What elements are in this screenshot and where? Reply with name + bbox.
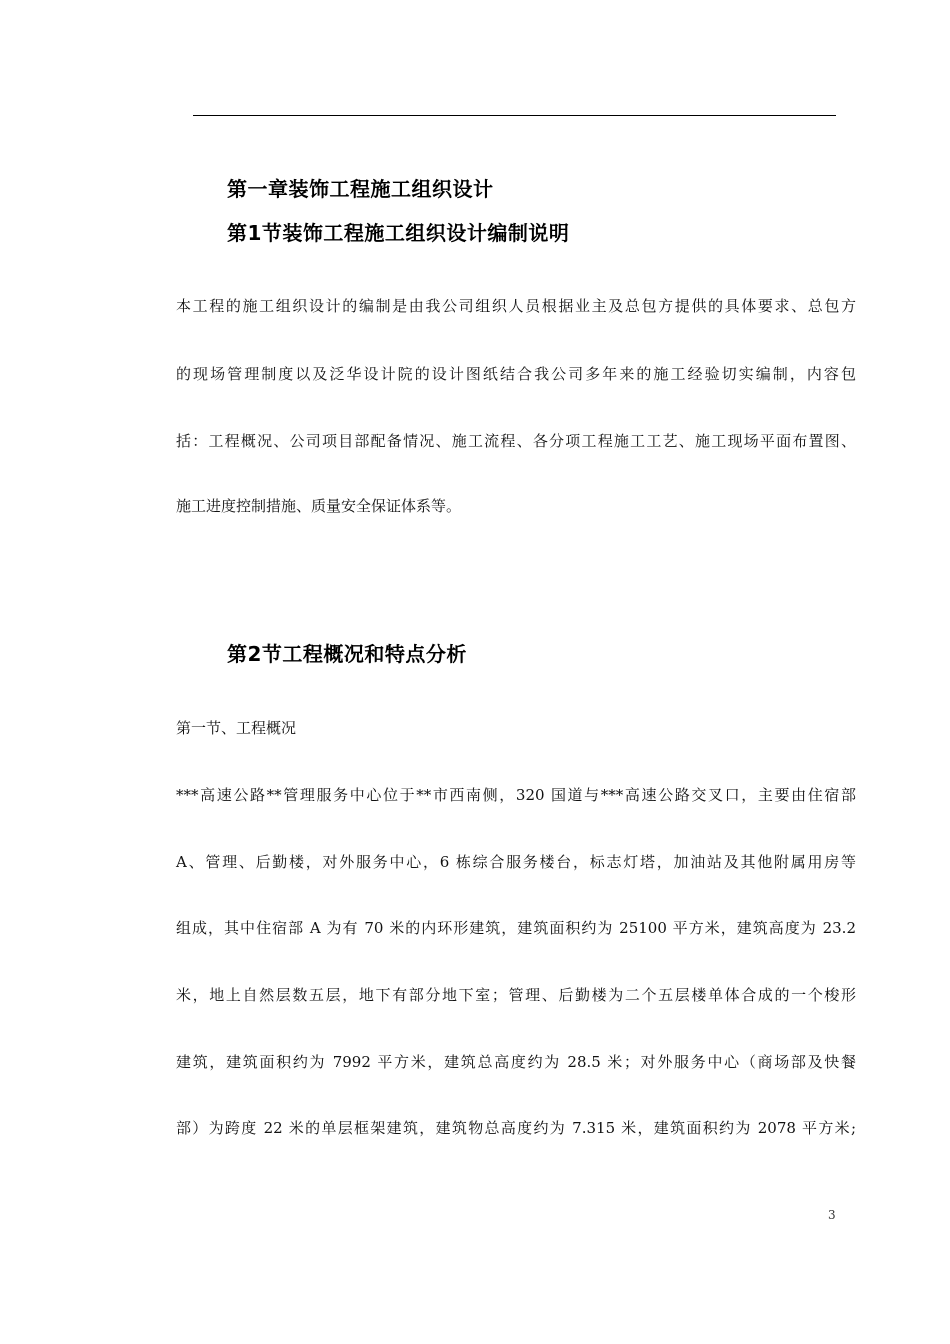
- section-2-paragraph-line: 米，地上自然层数五层，地下有部分地下室；管理、后勤楼为二个五层楼单体合成的一个梭形: [176, 986, 856, 1004]
- section-1-paragraph-line: 施工进度控制措施、质量安全保证体系等。: [176, 497, 462, 515]
- chapter-title: 第一章装饰工程施工组织设计: [227, 177, 494, 201]
- section-1-paragraph-line: 本工程的施工组织设计的编制是由我公司组织人员根据业主及总包方提供的具体要求、总包方: [176, 297, 856, 315]
- section-2-paragraph-line: 组成，其中住宿部 A 为有 70 米的内环形建筑，建筑面积约为 25100 平方米，建筑高度为 23.2: [176, 919, 856, 937]
- section-2-paragraph-line: 部）为跨度 22 米的单层框架建筑，建筑物总高度约为 7.315 米，建筑面积约为 2078 平方米;: [176, 1119, 856, 1137]
- page-number: 3: [828, 1208, 836, 1222]
- header-rule: [193, 115, 836, 116]
- section-2-subheading: 第一节、工程概况: [176, 719, 297, 737]
- section-1-paragraph-line: 括：工程概况、公司项目部配备情况、施工流程、各分项工程施工工艺、施工现场平面布置图、: [176, 432, 856, 450]
- section-2-paragraph-line: A、管理、后勤楼，对外服务中心，6 栋综合服务楼台，标志灯塔，加油站及其他附属用房等: [176, 853, 856, 871]
- section-2-paragraph-line: ***高速公路**管理服务中心位于**市西南侧，320 国道与***高速公路交叉口，主要由住宿部: [176, 786, 856, 804]
- section-2-paragraph-line: 建筑，建筑面积约为 7992 平方米，建筑总高度约为 28.5 米；对外服务中心（商场部及快餐: [176, 1053, 856, 1071]
- section-2-title: 第2节工程概况和特点分析: [227, 642, 467, 666]
- section-1-paragraph-line: 的现场管理制度以及泛华设计院的设计图纸结合我公司多年来的施工经验切实编制，内容包: [176, 365, 856, 383]
- section-1-title: 第1节装饰工程施工组织设计编制说明: [227, 221, 570, 245]
